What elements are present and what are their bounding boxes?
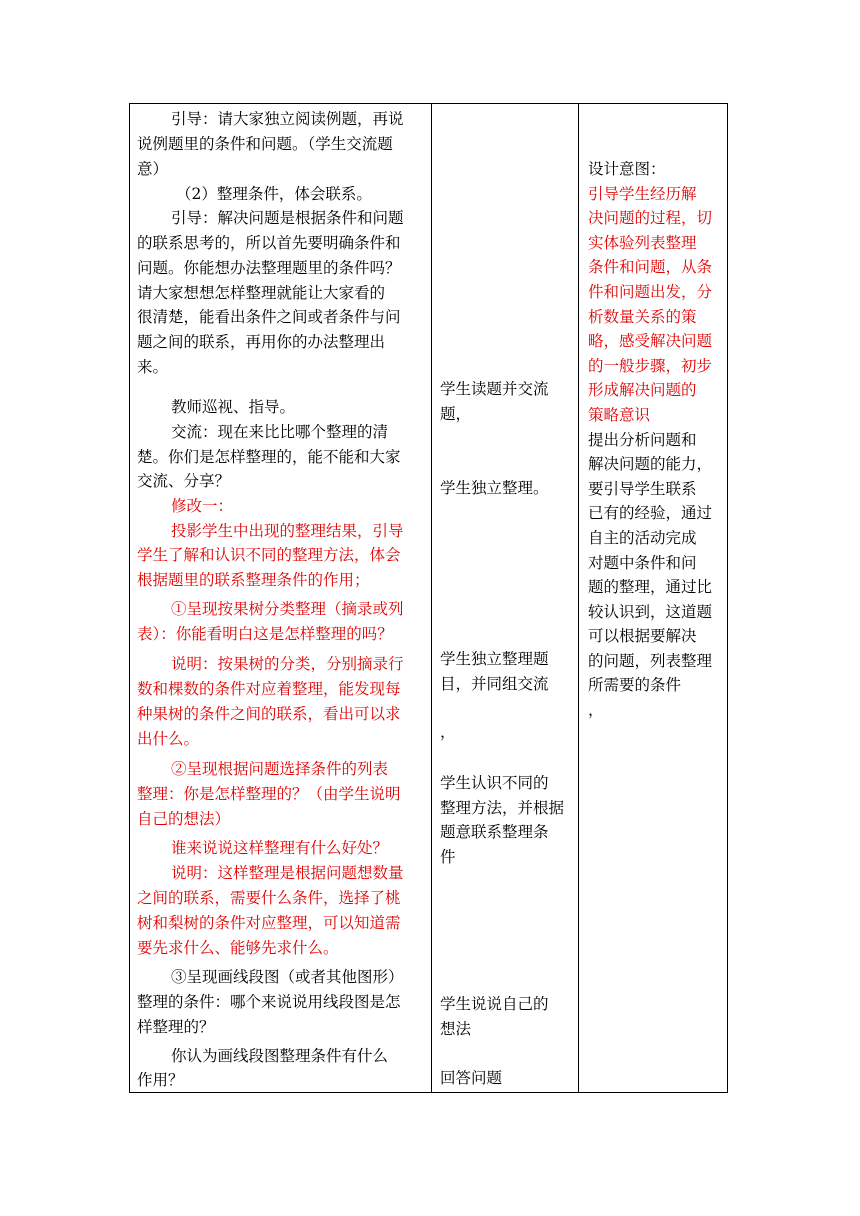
text-line: 学生认识不同的 [440, 774, 549, 792]
text-line: 样整理的？ [137, 1018, 215, 1036]
text-line: 实体验列表整理 [588, 233, 697, 252]
text-line: （2）整理条件，体会联系。 [176, 185, 372, 203]
text-line: 学生说说自己的 [440, 995, 549, 1013]
text-line: 所需要的条件 [588, 676, 682, 695]
text-line: 整理的条件：哪个来说说用线段图是怎 [137, 993, 401, 1011]
text-line: 提出分析问题和 [588, 430, 697, 449]
text-line: ②呈现根据问题选择条件的列表 [171, 760, 389, 778]
text-line: 学生了解和认识不同的整理方法，体会 [137, 546, 401, 564]
text-line: 目，并同组交流 [440, 675, 549, 693]
text-line: 想法 [440, 1020, 472, 1038]
column-divider-2 [578, 104, 579, 1092]
text-line: 表）：你能看明白这是怎样整理的吗？ [137, 625, 393, 643]
text-line: 很清楚，能看出条件之间或者条件与问 [137, 308, 401, 326]
text-line: 引导：请大家独立阅读例题，再说 [171, 110, 404, 128]
text-line: 根据题里的联系整理条件的作用； [137, 571, 370, 589]
text-line: 出什么。 [137, 730, 200, 748]
text-line: 种果树的条件之间的联系，看出可以求 [137, 705, 401, 723]
text-line: 回答问题 [440, 1069, 503, 1087]
text-line: 说例题里的条件和问题。（学生交流题 [137, 135, 393, 153]
text-line: 修改一： [171, 497, 234, 515]
text-line: ， [588, 701, 604, 720]
text-line: 的联系思考的，所以首先要明确条件和 [137, 234, 401, 252]
text-line: 的问题，列表整理 [588, 651, 713, 670]
text-line: 题的整理，通过比 [588, 578, 713, 597]
text-line: 件和问题出发，分 [588, 282, 713, 301]
text-line: 学生独立整理。 [440, 479, 549, 497]
text-line: 说明：这样整理是根据问题想数量 [171, 864, 404, 882]
text-line: 条件和问题，从条 [588, 258, 713, 277]
text-line: 要引导学生联系 [588, 479, 697, 498]
text-line: 引导学生经历解 [588, 184, 697, 203]
text-line: 来。 [137, 358, 169, 376]
text-line: 自主的活动完成 [588, 528, 697, 547]
text-line: 对题中条件和问 [588, 553, 697, 572]
design-intent-body [588, 428, 722, 723]
text-line: 的一般步骤，初步 [588, 356, 713, 375]
text-line: 较认识到，这道题 [588, 602, 713, 621]
text-line: 可以根据要解决 [588, 627, 697, 646]
text-line: 请大家想想怎样整理就能让大家看的 [137, 284, 386, 302]
text-line: ， [440, 723, 456, 741]
text-line: 楚。你们是怎样整理的，能不能和大家 [137, 448, 401, 466]
text-line: 意） [137, 160, 169, 178]
text-line: 略，感受解决问题 [588, 332, 713, 351]
text-line: 交流：现在来比比哪个整理的清 [171, 423, 389, 441]
text-line: 数和棵数的条件对应着整理，能发现每 [137, 680, 401, 698]
text-line: 问题。你能想办法整理题里的条件吗？ [137, 259, 401, 277]
text-line: 形成解决问题的 [588, 381, 697, 400]
design-intent-highlight [588, 182, 722, 428]
text-line: 题之间的联系，再用你的办法整理出 [137, 333, 386, 351]
text-line: 策略意识 [588, 405, 651, 424]
text-line: 整理：你是怎样整理的？（由学生说明 [137, 785, 401, 803]
text-line: 引导：解决问题是根据条件和问题 [171, 209, 404, 227]
text-line: ①呈现按果树分类整理（摘录或列 [171, 600, 404, 618]
text-line: ③呈现画线段图（或者其他图形） [171, 968, 404, 986]
text-line: 要先求什么、能够先求什么。 [137, 939, 339, 957]
text-line: 解决问题的能力， [588, 455, 713, 474]
column-divider-1 [431, 104, 432, 1092]
text-line: 作用？ [137, 1071, 184, 1089]
text-line: 决问题的过程，切 [588, 209, 713, 228]
text-line: 说明：按果树的分类，分别摘录行 [171, 655, 404, 673]
text-line: 件 [440, 848, 456, 866]
text-line: 投影学生中出现的整理结果，引导 [171, 522, 404, 540]
text-line: 自己的想法） [137, 810, 231, 828]
design-intent-heading: 设计意图： [588, 160, 666, 178]
text-line: 学生读题并交流 [440, 380, 549, 398]
text-line: 树和梨树的条件对应整理，可以知道需 [137, 914, 401, 932]
text-line: 题， [440, 405, 472, 423]
text-line: 题意联系整理条 [440, 823, 549, 841]
text-line: 之间的联系，需要什么条件，选择了桃 [137, 889, 401, 907]
text-line: 教师巡视、指导。 [171, 398, 296, 416]
design-intent-column [588, 157, 722, 723]
text-line: 交流、分享？ [137, 472, 231, 490]
text-line: 已有的经验，通过 [588, 504, 713, 523]
text-line: 谁来说说这样整理有什么好处？ [171, 839, 389, 857]
text-line: 你认为画线段图整理条件有什么 [171, 1047, 389, 1065]
text-line: 学生独立整理题 [440, 650, 549, 668]
text-line: 整理方法，并根据 [440, 799, 565, 817]
text-line: 析数量关系的策 [588, 307, 697, 326]
